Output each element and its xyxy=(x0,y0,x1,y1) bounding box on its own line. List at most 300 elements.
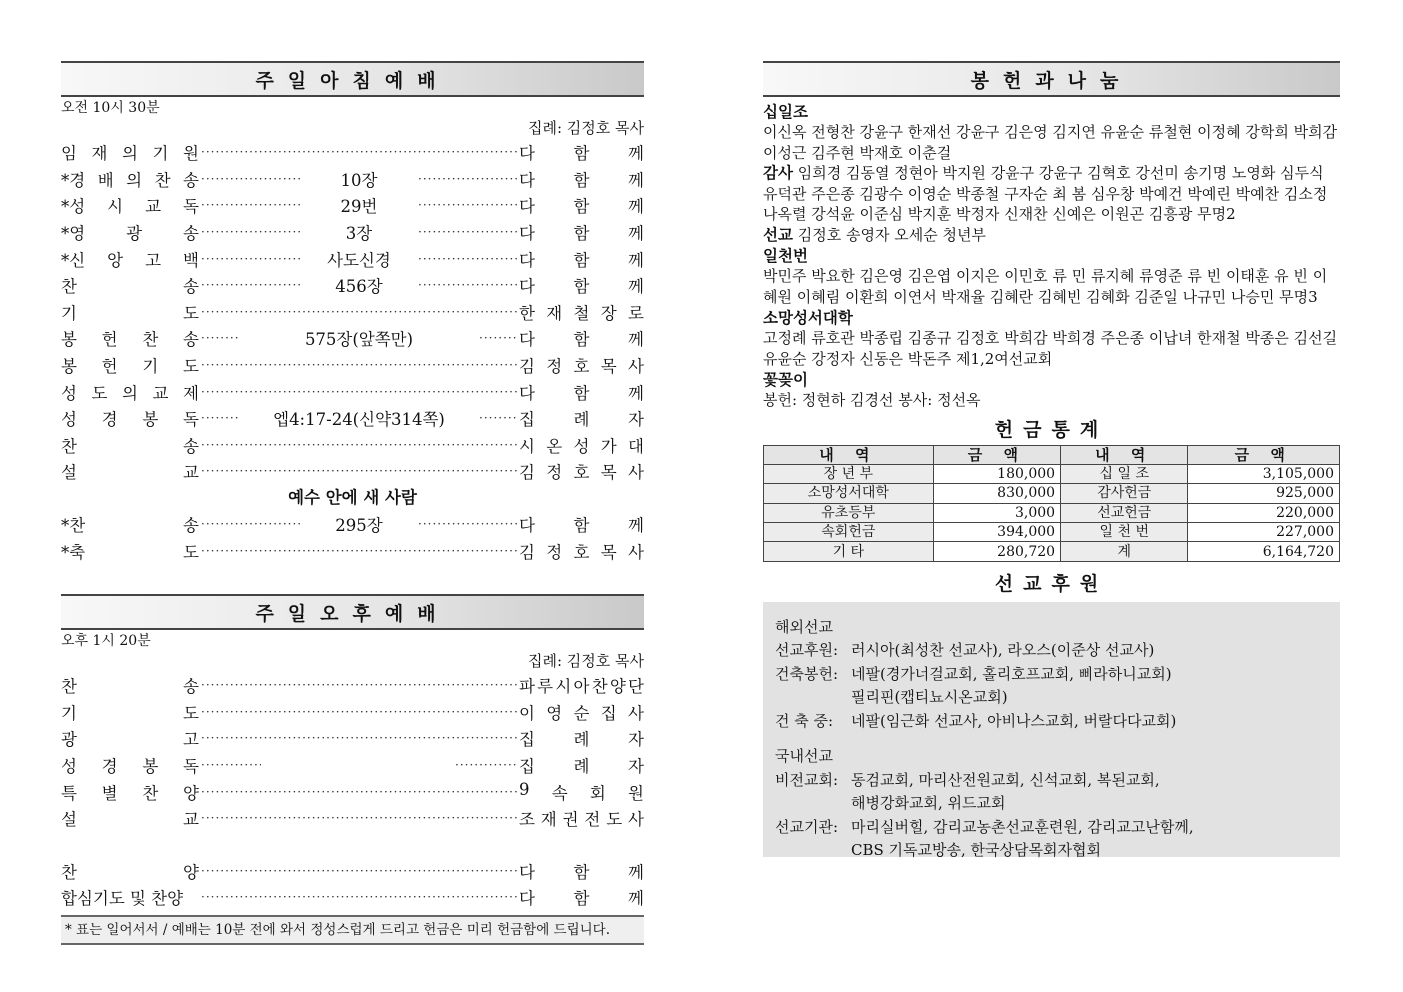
item-responder-char: 다 xyxy=(519,224,535,244)
item-responder-char: 회 xyxy=(589,783,606,803)
item-label-char: 기 xyxy=(61,703,77,723)
item-responder-char: 다 xyxy=(519,862,535,882)
item-label-char: 헌 xyxy=(101,330,118,350)
item-label-char: 성 xyxy=(61,410,77,430)
item-label-char: 교 xyxy=(183,463,199,483)
item-label-char: 헌 xyxy=(101,357,118,377)
item-responder-char: 함 xyxy=(573,889,590,909)
leader-dots xyxy=(201,386,517,398)
mission-support-box xyxy=(763,602,1340,860)
item-responder-char: 조 xyxy=(519,810,535,830)
stats-amount: 220,000 xyxy=(1188,503,1340,522)
stats-category: 유초등부 xyxy=(764,503,934,522)
item-label-char: 고 xyxy=(183,730,199,750)
offering-column xyxy=(763,61,1340,860)
item-responder-char: 시 xyxy=(555,677,572,697)
item-label-char: 찬 xyxy=(61,677,77,697)
item-responder-char: 정 xyxy=(546,463,563,483)
stats-amount: 6,164,720 xyxy=(1188,542,1340,561)
item-responder-char: 께 xyxy=(628,889,644,909)
item-label-char: 의 xyxy=(126,170,143,190)
item-responder-char: 께 xyxy=(628,330,644,350)
item-responder-char: 함 xyxy=(573,224,590,244)
leader-dots xyxy=(201,759,261,771)
worship-note: * 표는 일어서서 / 예배는 10분 전에 와서 정성스럽게 드리고 헌금은 미리 헌금함에 드립니다. xyxy=(61,915,644,945)
item-responder-char: 께 xyxy=(628,144,644,164)
item-label-char: 봉 xyxy=(61,330,77,350)
item-responder-char: 집 xyxy=(600,703,617,723)
stats-amount: 830,000 xyxy=(933,484,1060,503)
item-label-char: 도 xyxy=(183,303,199,323)
mission-line xyxy=(775,710,1328,734)
order-item xyxy=(61,139,644,166)
item-responder-char: 다 xyxy=(519,277,535,297)
item-responder-char: 호 xyxy=(573,357,590,377)
item-responder-char: 가 xyxy=(600,436,617,456)
item-label-char: 찬 xyxy=(142,783,159,803)
item-label-char: 시 xyxy=(107,197,124,217)
leader-dots xyxy=(201,279,300,291)
leader-dots xyxy=(201,679,517,691)
thanks-heading: 감사 xyxy=(763,163,793,182)
item-label-char: 고 xyxy=(145,250,162,270)
item-responder-char: 호 xyxy=(573,542,590,562)
mission-offering-section xyxy=(763,225,1340,246)
item-responder-char: 자 xyxy=(628,757,644,777)
item-responder-char: 목 xyxy=(600,542,617,562)
stats-amount: 180,000 xyxy=(933,464,1060,483)
leader-dots xyxy=(418,199,517,211)
item-responder-char: 다 xyxy=(519,197,535,217)
item-label-char: 양 xyxy=(183,783,199,803)
mission-value: 네팔(경가너걸교회, 홀리호프교회, 삐라하니교회) xyxy=(851,664,1172,683)
tithe-names: 이신옥 전형찬 강윤구 한재선 강윤구 김은영 김지연 유윤순 류철현 이정혜 강학희 박희감 이성근 김주현 박재호 이춘걸 xyxy=(763,123,1338,162)
table-row xyxy=(764,464,1340,483)
item-label-char: 송 xyxy=(183,224,199,244)
table-header: 금 액 xyxy=(1188,445,1340,464)
item-label-char: 송 xyxy=(183,677,199,697)
mission-key xyxy=(775,792,851,816)
item-responder-char: 9 xyxy=(519,779,530,799)
item-label-char: 원 xyxy=(183,144,199,164)
item-label-char: 교 xyxy=(152,383,169,403)
flower-names: 봉헌: 정현하 김경선 봉사: 정선옥 xyxy=(763,391,981,409)
item-label-char: 별 xyxy=(101,783,118,803)
item-responder-char: 목 xyxy=(600,463,617,483)
item-label-char: 성 xyxy=(61,383,77,403)
leader-dots xyxy=(201,226,300,238)
item-label-char: 재 xyxy=(91,144,108,164)
offering-title: 봉헌과나눔 xyxy=(763,61,1340,97)
item-responder-char: 자 xyxy=(628,410,644,430)
leader-dots xyxy=(201,865,517,877)
ilchon-names: 박민주 박요한 김은영 김은엽 이지은 이민호 류 민 류지혜 류영준 류 빈 이태훈 유 빈 이혜원 이혜림 이환희 이연서 박재율 김혜란 김혜빈 김혜화 김준일 나규민 나승민 무명3 xyxy=(763,267,1328,306)
mission-line xyxy=(775,792,1328,816)
item-responder-char: 례 xyxy=(573,410,590,430)
item-responder-char: 함 xyxy=(573,250,590,270)
item-responder-char: 사 xyxy=(628,463,644,483)
item-label-char: 성 xyxy=(61,757,77,777)
item-responder-char: 함 xyxy=(573,862,590,882)
hope-college-names: 고정례 류호관 박종립 김종규 김정호 박희감 박희경 주은종 이납녀 한재철 박종은 김선길 유윤순 강정자 신동은 박돈주 제1,2여선교회 xyxy=(763,329,1338,368)
item-responder-char: 이 xyxy=(519,703,535,723)
item-responder-char: 다 xyxy=(519,330,535,350)
item-responder-char: 한 xyxy=(519,303,535,323)
item-responder-char: 찬 xyxy=(591,677,608,697)
item-label-char: 광 xyxy=(126,224,143,244)
afternoon-order-list xyxy=(61,672,644,832)
table-header: 금 액 xyxy=(933,445,1060,464)
item-responder-char: 김 xyxy=(519,463,535,483)
leader-dots xyxy=(201,412,239,424)
leader-dots xyxy=(418,518,517,530)
item-label-char: 찬 xyxy=(154,170,171,190)
item-responder-char: 사 xyxy=(627,810,644,830)
stats-category: 장 년 부 xyxy=(764,464,934,483)
item-label-char: 도 xyxy=(183,703,199,723)
order-item xyxy=(61,272,644,299)
item-responder-char: 김 xyxy=(519,542,535,562)
item-label-char: 배 xyxy=(97,170,114,190)
stats-amount: 3,000 xyxy=(933,503,1060,522)
stats-category: 속회헌금 xyxy=(764,523,934,542)
item-responder-char: 김 xyxy=(519,357,535,377)
item-responder-char: 목 xyxy=(600,357,617,377)
sermon-title: 예수 안에 새 사람 xyxy=(288,487,417,507)
table-row xyxy=(764,484,1340,503)
offering-stats-title: 헌금통계 xyxy=(994,418,1109,441)
item-responder-char: 께 xyxy=(628,250,644,270)
item-label-char: 설 xyxy=(61,463,77,483)
item-label-char: 도 xyxy=(91,383,108,403)
order-item xyxy=(61,166,644,193)
item-responder-char: 원 xyxy=(628,783,644,803)
item-responder-char: 정 xyxy=(546,542,563,562)
item-responder-char: 파 xyxy=(519,677,535,697)
order-item-detail: 3장 xyxy=(345,224,373,244)
domestic-heading: 국내선교 xyxy=(775,747,833,766)
domestic-list xyxy=(775,769,1328,863)
item-responder-char: 양 xyxy=(609,677,626,697)
item-responder-char: 재 xyxy=(546,303,563,323)
leader-dots xyxy=(455,759,517,771)
item-label-char: 기 xyxy=(61,303,77,323)
item-responder-char: 함 xyxy=(573,330,590,350)
table-row xyxy=(764,542,1340,561)
mission-value: CBS 기독교방송, 한국상담목회자협회 xyxy=(851,841,1101,860)
afternoon-service xyxy=(61,594,644,945)
item-responder-char: 례 xyxy=(573,757,590,777)
item-responder-char: 전 xyxy=(584,810,601,830)
order-item-detail: 456장 xyxy=(335,277,383,297)
leader-dots xyxy=(201,812,517,824)
stats-category: 기 타 xyxy=(764,542,934,561)
stats-amount: 394,000 xyxy=(933,523,1060,542)
item-label-char: *성 xyxy=(61,197,86,217)
item-responder-char: 자 xyxy=(628,730,644,750)
item-label-char: 찬 xyxy=(61,277,77,297)
item-label-char: 봉 xyxy=(142,410,159,430)
afternoon-service-title: 주일오후예배 xyxy=(61,594,644,630)
item-responder-char: 아 xyxy=(573,677,590,697)
item-responder-char: 께 xyxy=(628,197,644,217)
hope-college-heading: 소망성서대학 xyxy=(763,308,853,327)
item-responder-char: 단 xyxy=(628,677,644,697)
stats-amount: 227,000 xyxy=(1188,523,1340,542)
item-label-char: 찬 xyxy=(61,436,77,456)
leader-dots xyxy=(479,332,517,344)
mission-line xyxy=(775,639,1328,663)
item-responder-char: 께 xyxy=(628,170,644,190)
leader-dots xyxy=(418,226,517,238)
leader-dots xyxy=(201,786,517,798)
offering-stats-table xyxy=(763,445,1340,562)
item-label-char: *축 xyxy=(61,542,86,562)
overseas-list xyxy=(775,639,1328,733)
item-responder-char: 함 xyxy=(573,277,590,297)
item-responder-char: 께 xyxy=(628,516,644,536)
order-item xyxy=(61,352,644,379)
item-responder-char: 함 xyxy=(573,144,590,164)
order-item xyxy=(61,192,644,219)
morning-order-list xyxy=(61,139,644,485)
item-label-char: 송 xyxy=(183,170,199,190)
afternoon-service-leader: 집례: 김정호 목사 xyxy=(527,652,644,670)
stats-category: 소망성서대학 xyxy=(764,484,934,503)
table-row xyxy=(764,503,1340,522)
item-responder-char: 사 xyxy=(628,357,644,377)
order-item xyxy=(61,432,644,459)
item-label-char: *신 xyxy=(61,250,86,270)
order-item-detail: 사도신경 xyxy=(327,250,391,270)
order-item xyxy=(61,405,644,432)
order-item xyxy=(61,884,644,911)
item-label-char: 의 xyxy=(122,383,138,403)
item-responder-char: 다 xyxy=(519,383,535,403)
leader-dots xyxy=(201,518,300,530)
mission-offering-heading: 선교 xyxy=(763,224,793,244)
item-responder-char: 온 xyxy=(546,436,563,456)
item-label-char: 독 xyxy=(183,757,199,777)
leader-dots xyxy=(418,173,517,185)
item-label-char: 의 xyxy=(122,144,138,164)
mission-value: 러시아(최성찬 선교사), 라오스(이준상 선교사) xyxy=(851,641,1155,660)
item-label-char: 기 xyxy=(152,144,169,164)
table-header-row xyxy=(764,445,1340,464)
leader-dots xyxy=(418,279,517,291)
order-item-detail: 575장(앞쪽만) xyxy=(304,330,414,350)
mission-key: 건 축 중: xyxy=(775,711,834,730)
item-label-char: 경 xyxy=(101,410,118,430)
item-responder-char: 다 xyxy=(519,516,535,536)
item-responder-char: 순 xyxy=(573,703,590,723)
order-item-detail: 295장 xyxy=(335,516,383,536)
leader-dots xyxy=(201,732,517,744)
item-label-char: 송 xyxy=(183,277,199,297)
item-label-char: 광 xyxy=(61,730,77,750)
item-responder-char: 례 xyxy=(573,730,590,750)
item-label-char: 독 xyxy=(183,197,199,217)
table-header: 내 역 xyxy=(1061,445,1188,464)
item-responder-char: 함 xyxy=(573,170,590,190)
overseas-heading: 해외선교 xyxy=(775,617,833,636)
order-item xyxy=(61,325,644,352)
leader-dots xyxy=(418,253,517,265)
morning-service-time: 오전 10시 30분 xyxy=(61,100,160,116)
mission-support-title: 선교후원 xyxy=(994,572,1109,595)
leader-dots xyxy=(201,439,517,451)
item-label-char: 교 xyxy=(183,810,199,830)
afternoon-closing-list xyxy=(61,858,644,911)
stats-amount: 925,000 xyxy=(1188,484,1340,503)
item-responder-char: 집 xyxy=(519,410,535,430)
order-item-detail: 엡4:17-24(신약314쪽) xyxy=(273,410,445,430)
thanks-names: 임희경 김동열 정현아 박지원 강윤구 강윤구 김혁호 강선미 송기명 노영화 심두식 유덕관 주은종 김광수 이영순 박종철 구자순 최 봄 심우창 박예건 박예린 박예찬 김소정 나옥렬 강석윤 이준심 박지훈 박정자 신재찬 신예은 이원곤 김흥광 무명2 xyxy=(763,164,1328,223)
item-responder-char: 영 xyxy=(546,703,563,723)
item-responder-char: 시 xyxy=(519,436,535,456)
leader-dots xyxy=(201,253,300,265)
item-responder-char: 께 xyxy=(628,383,644,403)
order-item xyxy=(61,672,644,699)
morning-service-title: 주일아침예배 xyxy=(61,61,644,97)
order-item xyxy=(61,778,644,805)
item-responder-char: 께 xyxy=(628,224,644,244)
mission-line xyxy=(775,839,1328,863)
item-label-char: 경 xyxy=(101,757,118,777)
leader-dots xyxy=(479,412,517,424)
item-label-char: *영 xyxy=(61,224,86,244)
flower-heading: 꽃꽂이 xyxy=(763,370,808,389)
item-responder-char: 집 xyxy=(519,757,535,777)
item-label-char: 백 xyxy=(183,250,199,270)
item-responder-char: 정 xyxy=(546,357,563,377)
order-item xyxy=(61,858,644,885)
leader-dots xyxy=(201,146,517,158)
item-label-char: 특 xyxy=(61,783,77,803)
leader-dots xyxy=(201,706,517,718)
order-item xyxy=(61,458,644,485)
item-responder-char: 도 xyxy=(606,810,623,830)
item-label-char: 송 xyxy=(183,516,199,536)
morning-service-leader: 집례: 김정호 목사 xyxy=(527,119,644,137)
mission-line xyxy=(775,663,1328,687)
item-responder-char: 호 xyxy=(573,463,590,483)
mission-value: 동검교회, 마리산전원교회, 신석교회, 복된교회, xyxy=(851,770,1160,789)
leader-dots xyxy=(201,465,517,477)
order-item xyxy=(61,378,644,405)
mission-value: 마리실버힐, 감리교농촌선교훈련원, 감리교고난함께, xyxy=(851,817,1194,836)
leader-dots xyxy=(201,545,517,557)
item-responder-char: 속 xyxy=(551,783,568,803)
stats-category: 감사헌금 xyxy=(1061,484,1188,503)
item-responder-char: 다 xyxy=(519,889,535,909)
stats-category: 십 일 조 xyxy=(1061,464,1188,483)
item-responder-char: 재 xyxy=(540,810,557,830)
item-label-char: 제 xyxy=(183,383,199,403)
mission-key xyxy=(775,686,851,710)
mission-key: 선교기관: xyxy=(775,817,839,836)
order-item xyxy=(61,245,644,272)
mission-line xyxy=(775,769,1328,793)
item-responder-char: 대 xyxy=(628,436,644,456)
item-label-char: 합심기도 및 찬양 xyxy=(61,889,184,909)
order-item-detail: 29번 xyxy=(340,197,378,217)
stats-category: 일 천 번 xyxy=(1061,523,1188,542)
morning-closing-list xyxy=(61,511,644,564)
leader-dots xyxy=(201,891,517,903)
item-label-char: 독 xyxy=(183,410,199,430)
item-label-char: *경 xyxy=(61,170,86,190)
afternoon-service-time: 오후 1시 20분 xyxy=(61,633,151,649)
item-responder-char: 권 xyxy=(562,810,579,830)
order-item xyxy=(61,537,644,564)
item-label-char: 도 xyxy=(183,542,199,562)
mission-key: 비전교회: xyxy=(775,770,839,789)
mission-offering-names: 김정호 송영자 오세순 청년부 xyxy=(797,225,986,244)
table-header: 내 역 xyxy=(764,445,934,464)
item-responder-char: 께 xyxy=(628,277,644,297)
item-responder-char: 루 xyxy=(537,677,554,697)
item-responder-char: 성 xyxy=(573,436,590,456)
item-responder-char: 다 xyxy=(519,170,535,190)
table-row xyxy=(764,523,1340,542)
item-responder-char: 철 xyxy=(573,303,590,323)
order-item xyxy=(61,699,644,726)
item-label-char: 봉 xyxy=(61,357,77,377)
item-responder-char: 장 xyxy=(600,303,617,323)
item-label-char: 양 xyxy=(183,862,199,882)
mission-key: 선교후원: xyxy=(775,641,839,660)
leader-dots xyxy=(201,359,517,371)
mission-key xyxy=(775,839,851,863)
stats-category: 계 xyxy=(1061,542,1188,561)
mission-line xyxy=(775,686,1328,710)
ilchon-heading: 일천번 xyxy=(763,246,808,265)
item-label-char: *찬 xyxy=(61,516,86,536)
stats-amount: 280,720 xyxy=(933,542,1060,561)
item-responder-char: 집 xyxy=(519,730,535,750)
leader-dots xyxy=(201,199,300,211)
item-label-char: 송 xyxy=(183,436,199,456)
leader-dots xyxy=(201,306,517,318)
item-label-char: 찬 xyxy=(61,862,77,882)
mission-value: 필리핀(캡티뇨시온교회) xyxy=(851,688,1008,707)
order-item xyxy=(61,752,644,779)
mission-value: 해병강화교회, 위드교회 xyxy=(851,794,1006,813)
leader-dots xyxy=(201,332,239,344)
item-responder-char: 함 xyxy=(573,197,590,217)
item-label-char: 찬 xyxy=(142,330,159,350)
order-item-detail: 10장 xyxy=(340,170,378,190)
item-responder-char: 함 xyxy=(573,383,590,403)
mission-key: 건축봉헌: xyxy=(775,664,839,683)
item-responder-char: 사 xyxy=(628,542,644,562)
leader-dots xyxy=(201,173,300,185)
item-label-char: 봉 xyxy=(142,757,159,777)
item-responder-char: 함 xyxy=(573,516,590,536)
thanks-section xyxy=(763,163,1340,225)
item-label-char: 앙 xyxy=(107,250,124,270)
item-responder-char: 께 xyxy=(628,862,644,882)
item-label-char: 임 xyxy=(61,144,77,164)
item-responder-char: 사 xyxy=(628,703,644,723)
item-label-char: 설 xyxy=(61,810,77,830)
item-label-char: 송 xyxy=(183,330,199,350)
order-item xyxy=(61,725,644,752)
mission-value: 네팔(임근화 선교사, 아비나스교회, 버랄다다교회) xyxy=(851,711,1177,730)
item-label-char: 교 xyxy=(145,197,162,217)
order-item xyxy=(61,511,644,538)
